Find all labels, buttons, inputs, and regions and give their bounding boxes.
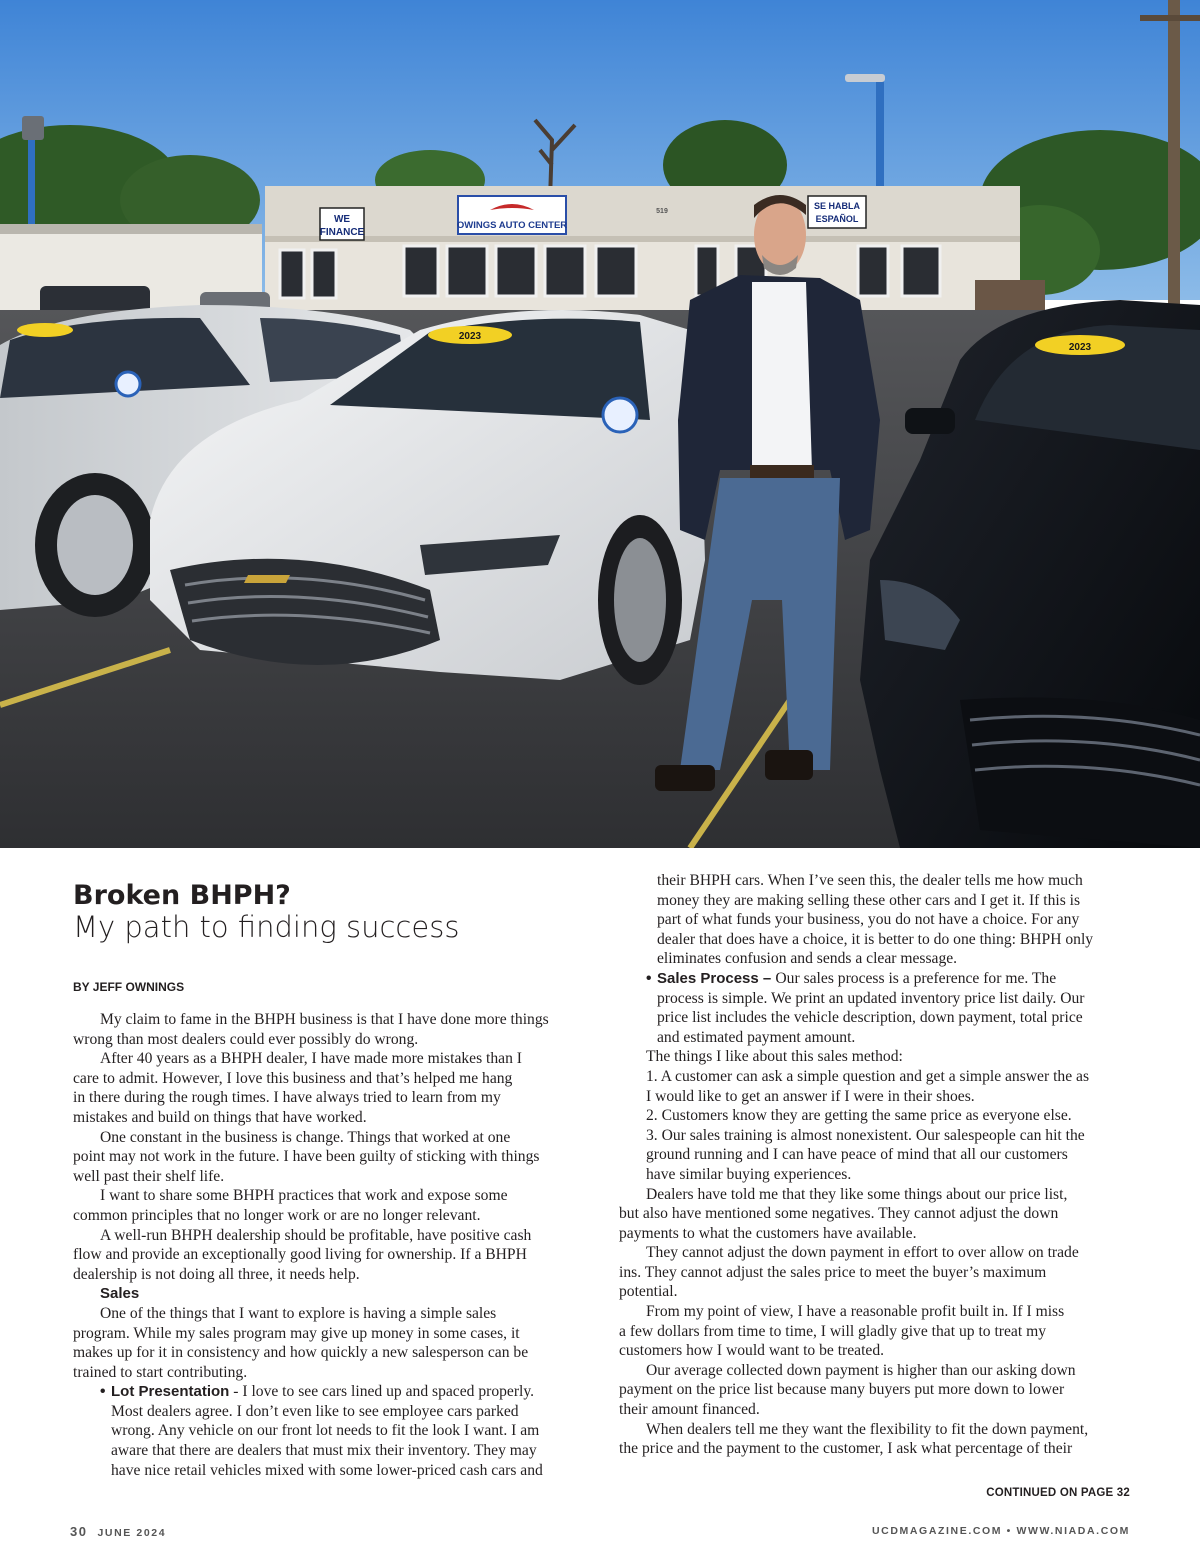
bullet-text: Our sales process is a preference for me. The process is simple. We print an updated inventory price list daily. Our price list includes the vehicle description, down payment, total price and estimated payment amount.	[657, 969, 1085, 1046]
issue-date: JUNE 2024	[97, 1527, 167, 1539]
svg-text:519: 519	[656, 208, 668, 215]
paragraph: The things I like about this sales method:	[646, 1048, 903, 1066]
page-number: 30	[70, 1524, 88, 1539]
svg-text:2023: 2023	[1068, 342, 1092, 353]
bullet-text: - I love to see cars lined up and spaced properly. Most dealers agree. I don’t even like to see employee cars parked wrong. Any vehicle on our front lot needs to fit the look I want. I am aware that there are dealers that must mix their inventory. They may have nice retail vehicles mixed with some lower-priced cash cars and	[111, 1383, 543, 1479]
bullet-lead: Sales Process –	[657, 969, 776, 987]
svg-text:FINANCE: FINANCE	[319, 227, 365, 238]
svg-text:2023: 2023	[458, 331, 482, 342]
list-item: 3. Our sales training is almost nonexistent. Our salespeople can hit the ground running and I can have peace of mind that all our customers have similar buying experiences.	[646, 1126, 1085, 1183]
svg-text:WE: WE	[333, 214, 351, 225]
bullet-dot: •	[646, 969, 652, 987]
section-heading-sales: Sales	[100, 1285, 140, 1303]
bullet-dot: •	[100, 1383, 106, 1401]
svg-text:SE HABLA: SE HABLA	[813, 201, 861, 211]
paragraph: I want to share some BHPH practices that work and expose some common principles that no longer work or are no longer relevant.	[73, 1187, 508, 1224]
paragraph: From my point of view, I have a reasonable profit built in. If I miss a few dollars from time to time, I will gladly give that up to treat my customers how I would want to be treated.	[619, 1303, 1065, 1360]
svg-text:ESPAÑOL: ESPAÑOL	[815, 214, 859, 224]
left-column	[73, 1010, 585, 1480]
svg-text:OWINGS AUTO CENTER: OWINGS AUTO CENTER	[456, 220, 568, 231]
bullet-sales-process	[619, 969, 1133, 1047]
paragraph: When dealers tell me they want the flexibility to fit the down payment, the price and the payment to the customer, I ask what percentage of their	[619, 1420, 1089, 1458]
paragraph: Our average collected down payment is higher than our asking down payment on the price list because many buyers put more down to lower their amount financed.	[619, 1361, 1076, 1419]
article-headline: Broken BHPH?	[73, 880, 291, 911]
paragraph: One constant in the business is change. Things that worked at one point may not work in the future. I have been guilty of sticking with things well past their shelf life.	[73, 1128, 540, 1185]
dealership-building	[265, 186, 1045, 325]
bullet-lot-presentation	[73, 1382, 585, 1480]
paragraph: A well-run BHPH dealership should be profitable, have positive cash flow and provide an exceptionally good living for ownership. If a BHPH dealership is not doing all three, it needs help.	[73, 1226, 532, 1283]
bullet-lead: Lot Presentation	[111, 1383, 230, 1401]
list-item: 1. A customer can ask a simple question and get a simple answer the as I would like to get an answer if I were in their shoes.	[646, 1067, 1090, 1105]
paragraph: One of the things that I want to explore is having a simple sales program. While my sales program may give up money in some cases, it makes up for it in consistency and how quickly a new salesperson can be trained to start contributing.	[73, 1304, 529, 1381]
paragraph: They cannot adjust the down payment in effort to over allow on trade ins. They cannot adjust the sales price to meet the buyer’s maximum potential.	[619, 1244, 1079, 1301]
paragraph: My claim to fame in the BHPH business is that I have done more things wrong than most dealers could ever possibly do wrong.	[73, 1011, 549, 1048]
right-column	[619, 871, 1133, 1459]
website-links: UCDMAGAZINE.COM • WWW.NIADA.COM	[871, 1525, 1130, 1537]
list-item: 2. Customers know they are getting the same price as everyone else.	[646, 1107, 1072, 1125]
continued-notice: CONTINUED ON PAGE 32	[986, 1487, 1130, 1499]
paragraph-continued: their BHPH cars. When I’ve seen this, the dealer tells me how much money they are making selling these other cars and I get it. If this is part of what funds your business, you do not have a choice. For any dealer that does have a choice, it is better to do one thing: BHPH only eliminates confusion and sends a clear message.	[657, 872, 1094, 968]
paragraph: Dealers have told me that they like some things about our price list, but also have mentioned some negatives. They cannot adjust the down payments to what the customers have available.	[619, 1185, 1068, 1242]
article-byline: BY JEFF OWNINGS	[73, 980, 185, 994]
paragraph: After 40 years as a BHPH dealer, I have made more mistakes than I care to admit. However, I love this business and that’s helped me hang in there during the rough times. I have always tried to learn from my mistakes and build on things that have worked.	[73, 1050, 522, 1126]
folio	[70, 1523, 166, 1541]
article-subhead: My path to finding success	[73, 910, 460, 944]
